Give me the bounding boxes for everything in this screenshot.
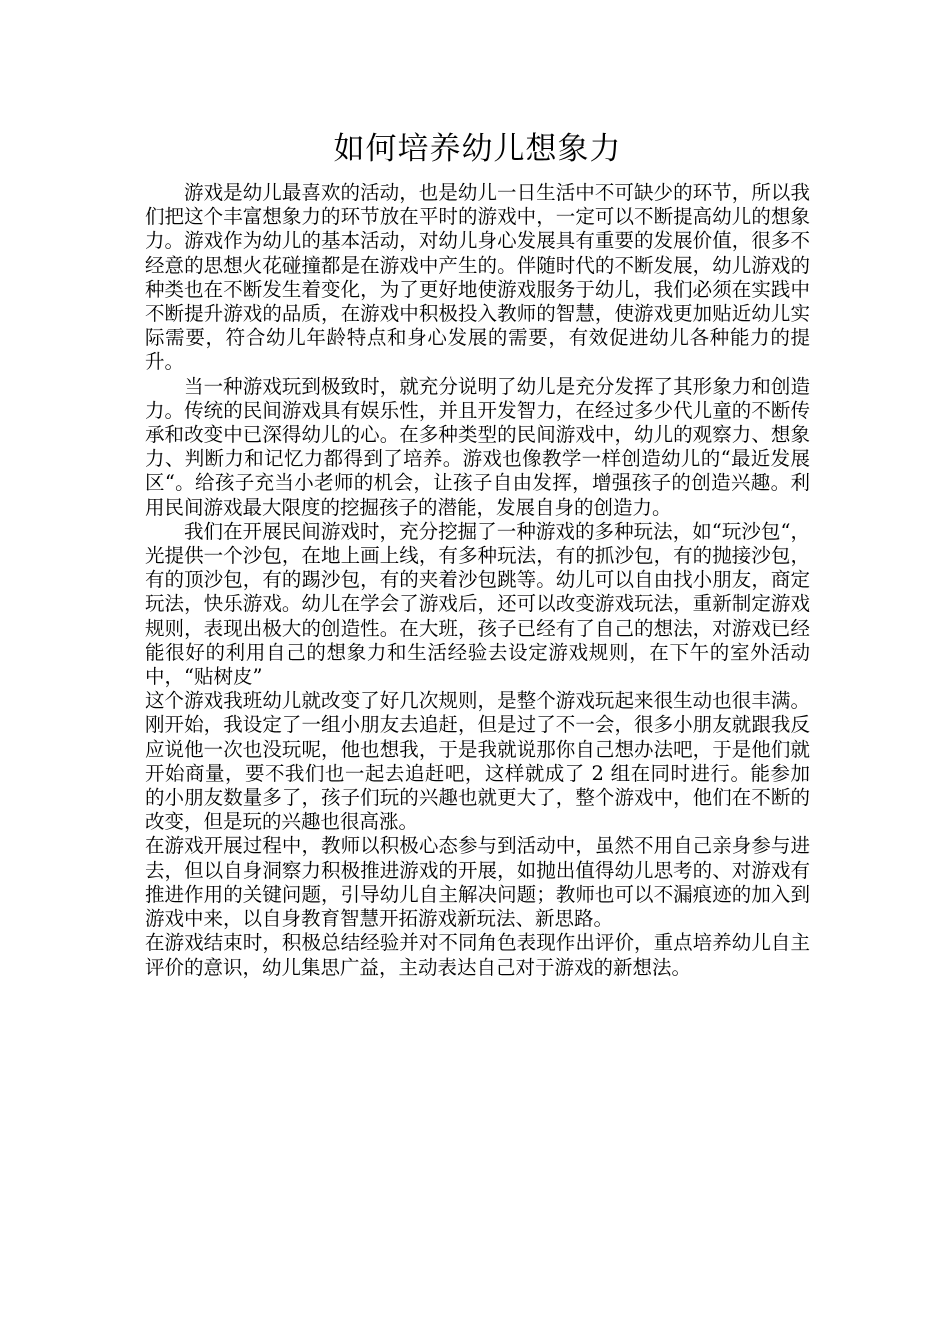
paragraph-3: 我们在开展民间游戏时，充分挖掘了一种游戏的多种玩法，如“玩沙包“，光提供一个沙包，在地上画上线，有多种玩法，有的抓沙包，有的抛接沙包，有的顶沙包，有的踢沙包，有的夹着沙包跳等。幼儿可以自由找小朋友，商定玩法，快乐游戏。幼儿在学会了游戏后，还可以改变游戏玩法，重新制定游戏规则，表现出极大的创造性。在大班，孩子已经有了自己的想法，对游戏已经能很好的利用自己的想象力和生活经验去设定游戏规则，在下午的室外活动中，“贴树皮” [145, 519, 810, 689]
paragraph-5: 在游戏开展过程中，教师以积极心态参与到活动中，虽然不用自己亲身参与进去，但以自身洞察力积极推进游戏的开展，如抛出值得幼儿思考的、对游戏有推进作用的关键问题，引导幼儿自主解决问题；教师也可以不漏痕迹的加入到游戏中来，以自身教育智慧开拓游戏新玩法、新思路。 [145, 834, 810, 931]
paragraph-4: 这个游戏我班幼儿就改变了好几次规则，是整个游戏玩起来很生动也很丰满。刚开始，我设定了一组小朋友去追赶，但是过了不一会，很多小朋友就跟我反应说他一次也没玩呢，他也想我，于是我就说那你自己想办法吧，于是他们就开始商量，要不我们也一起去追赶吧，这样就成了 2 组在同时进行。能参加的小朋友数量多了，孩子们玩的兴趣也就更大了，整个游戏中，他们在不断的改变，但是玩的兴趣也很高涨。 [145, 689, 810, 834]
paragraph-6: 在游戏结束时，积极总结经验并对不同角色表现作出评价，重点培养幼儿自主评价的意识，幼儿集思广益，主动表达自己对于游戏的新想法。 [145, 931, 810, 979]
document-title: 如何培养幼儿想象力 [333, 131, 622, 167]
paragraph-2: 当一种游戏玩到极致时，就充分说明了幼儿是充分发挥了其形象力和创造力。传统的民间游戏具有娱乐性，并且开发智力，在经过多少代儿童的不断传承和改变中已深得幼儿的心。在多种类型的民间游戏中，幼儿的观察力、想象力、判断力和记忆力都得到了培养。游戏也像教学一样创造幼儿的“最近发展区“。给孩子充当小老师的机会，让孩子自由发挥，增强孩子的创造兴趣。利用民间游戏最大限度的挖掘孩子的潜能，发展自身的创造力。 [145, 374, 810, 519]
document-body [145, 126, 810, 980]
paragraph-1: 游戏是幼儿最喜欢的活动，也是幼儿一日生活中不可缺少的环节，所以我们把这个丰富想象力的环节放在平时的游戏中，一定可以不断提高幼儿的想象力。游戏作为幼儿的基本活动，对幼儿身心发展具有重要的发展价值，很多不经意的思想火花碰撞都是在游戏中产生的。伴随时代的不断发展，幼儿游戏的种类也在不断发生着变化，为了更好地使游戏服务于幼儿，我们必须在实践中不断提升游戏的品质，在游戏中积极投入教师的智慧，使游戏更加贴近幼儿实际需要，符合幼儿年龄特点和身心发展的需要，有效促进幼儿各种能力的提升。 [145, 181, 810, 374]
